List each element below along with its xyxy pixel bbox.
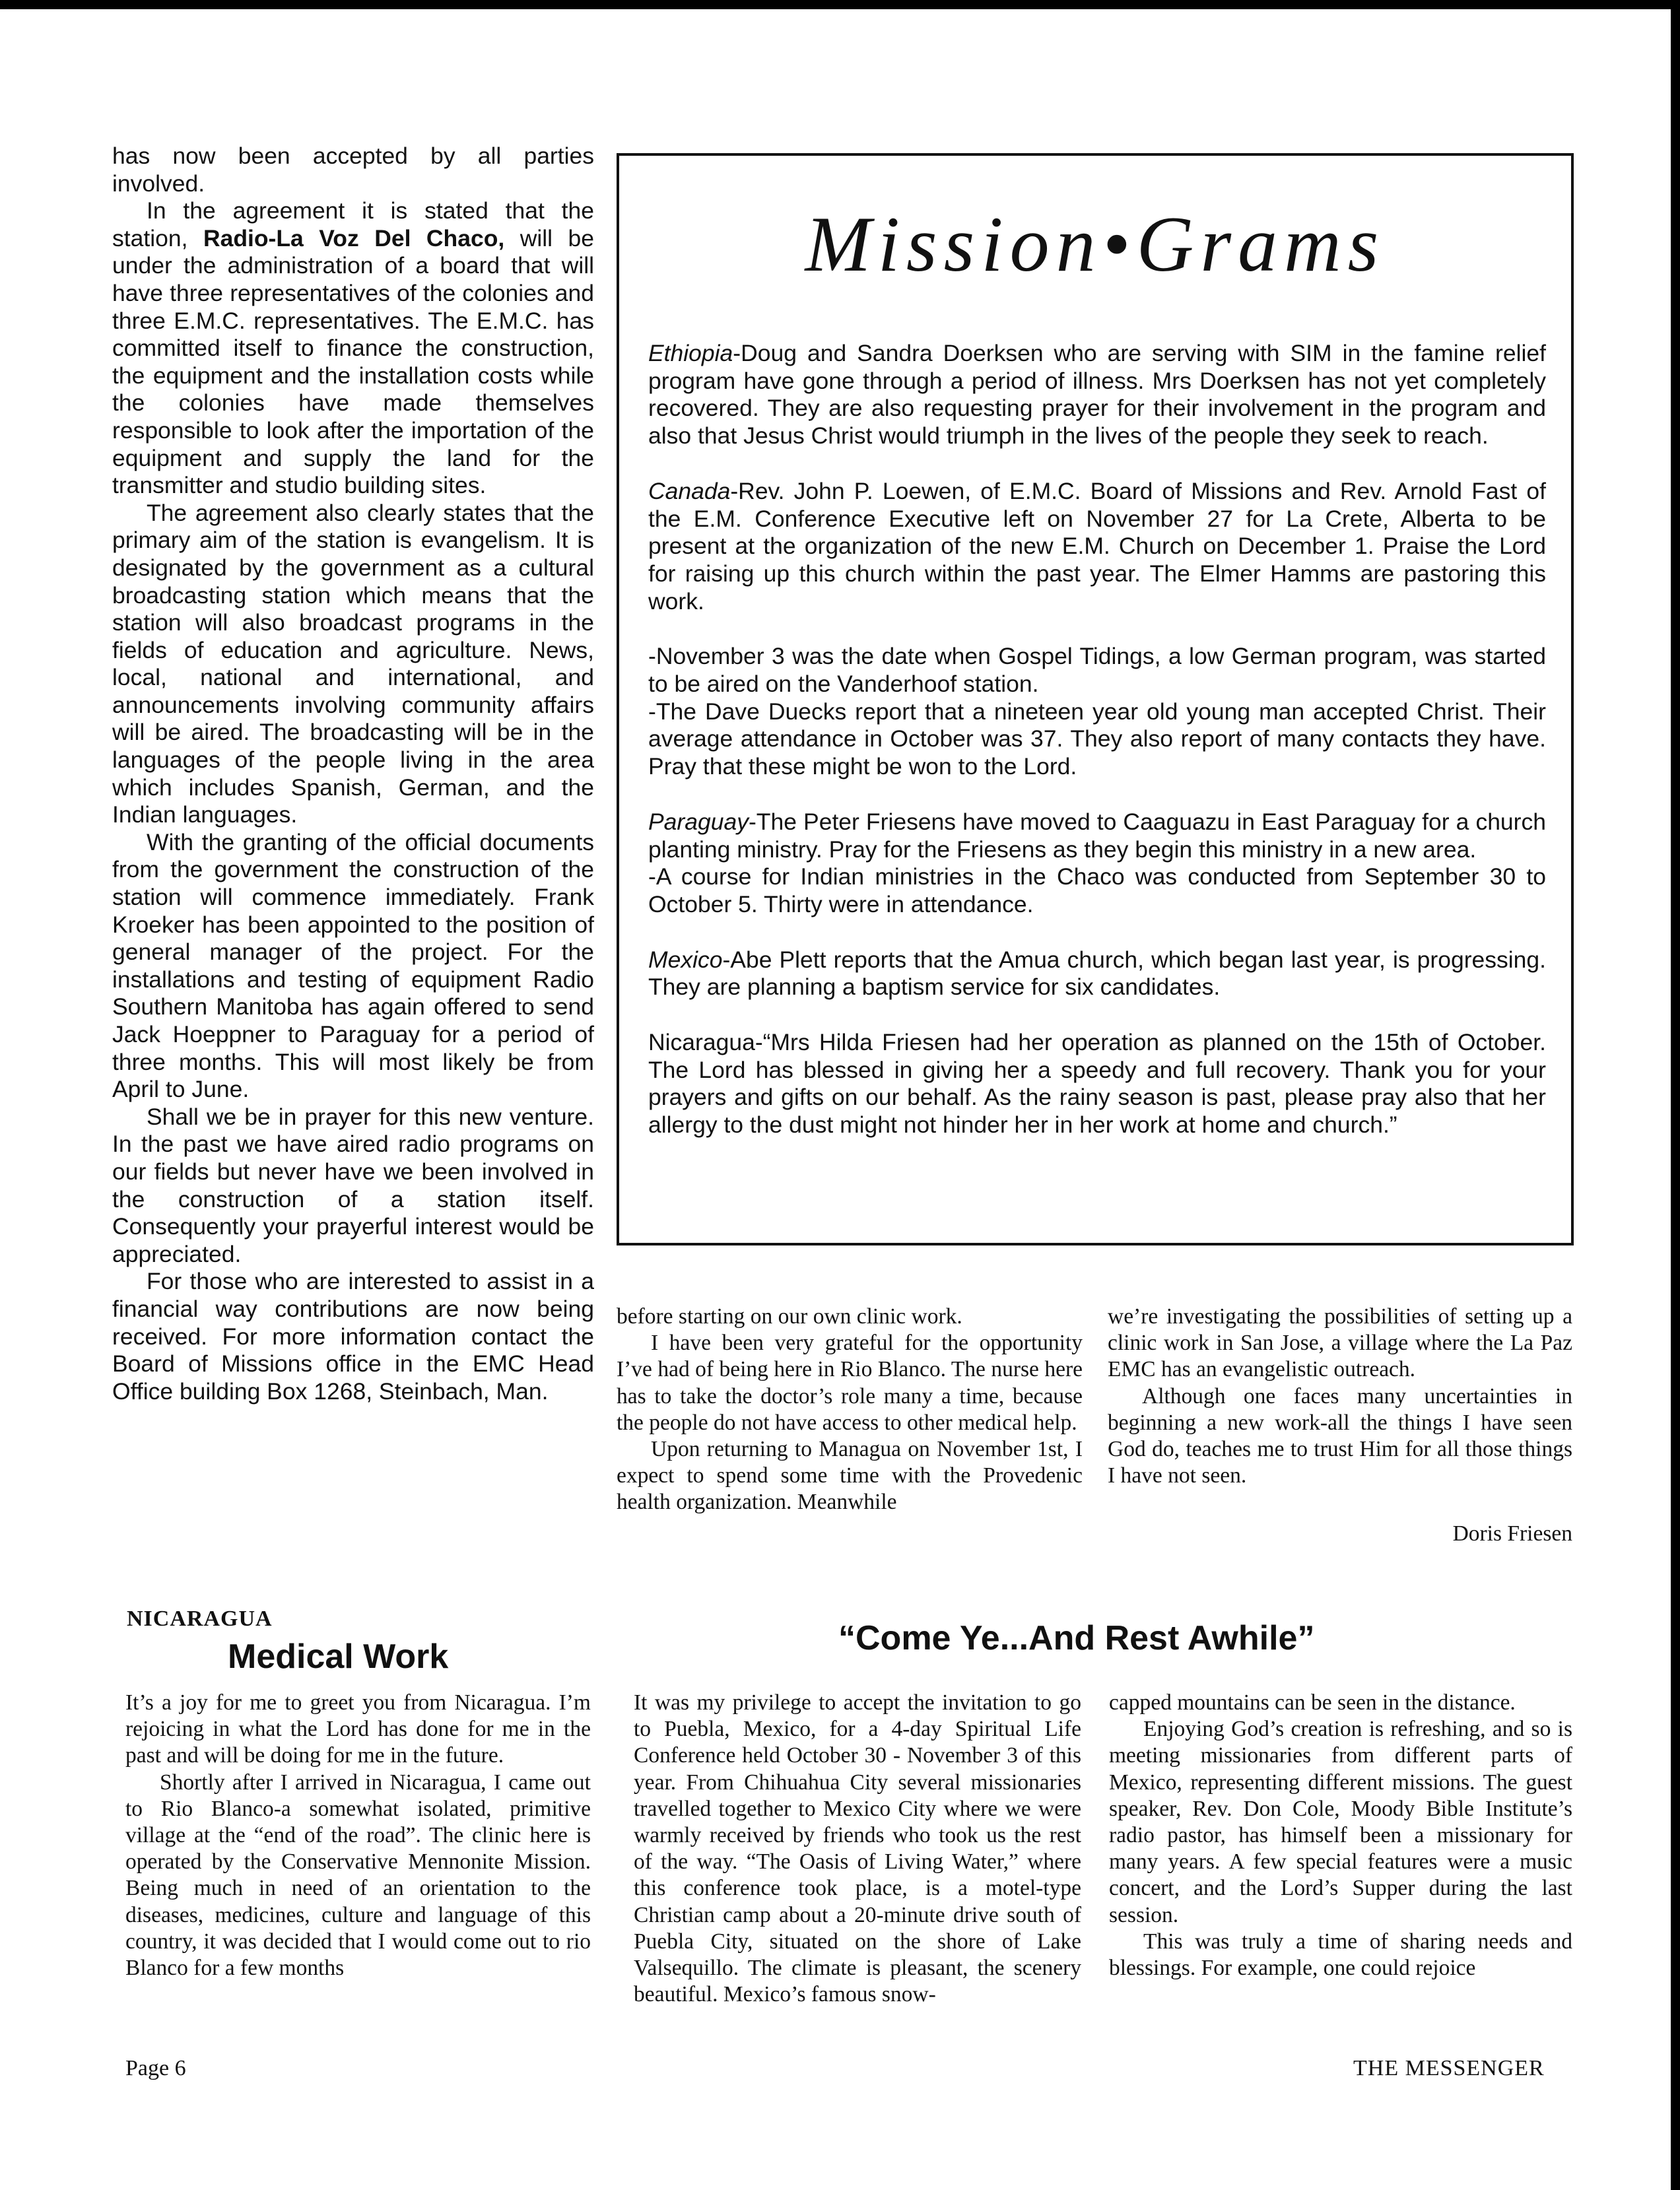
article-paragraph: Enjoying God’s creation is refreshing, and so is meeting missionaries from different parts of Mexico, representing different missions. The guest speaker, Rev. Don Cole, Moody Bible Institute’s radio pastor, has himself been a missionary for many years. A few special features were a music concert, and the Lord’s Supper during the last session. — [1109, 1717, 1572, 1927]
station-name: Radio-La Voz Del Chaco, — [203, 224, 505, 251]
item-text: -Abe Plett reports that the Amua church, which began last year, is progressing. They are planning a baptism service for six candidates. — [648, 946, 1546, 1001]
continued-paragraph: Although one faces many uncertainties in beginning a new work-all the things I have seen God do, teaches me to trust Him for all those things I have not seen. — [1108, 1383, 1572, 1488]
mission-gram-item: -November 3 was the date when Gospel Tidings, a low German program, was started to be aired on the Vanderhoof station. — [648, 643, 1546, 698]
mission-gram-item: Nicaragua-“Mrs Hilda Friesen had her operation as planned on the 15th of October. The Lord has blessed in giving her a speedy and full recovery. Thank you for your prayers and gifts on our behalf. As the rainy season is past, please pray also that her allergy to the dust might not hinder her in her work at home and church.” — [648, 1029, 1546, 1139]
mission-gram-item — [648, 478, 1546, 616]
item-text: -The Peter Friesens have moved to Caaguazu in East Paraguay for a church planting ministry. Pray for the Friesens as they begin this ministry in a new area. — [648, 808, 1546, 863]
left-column — [112, 143, 594, 1405]
mission-grams-body — [648, 340, 1546, 1139]
left-paragraph: Shall we be in prayer for this new venture. In the past we have aired radio programs on our fields but never have we been involved in the construction of a station itself. Consequently your prayerful interest would be appreciated. — [112, 1103, 594, 1267]
country-label: Paraguay — [648, 808, 749, 835]
left-paragraph-rest: will be under the administration of a board that will have three representatives of the colonies and three E.M.C. representatives. The E.M.C. has committed itself to finance the construction, the equipment and the installation costs while the colonies have made themselves responsible to look after the importation of the equipment and supply the land for the transmitter and studio building sites. — [112, 224, 595, 499]
mission-gram-item: -The Dave Duecks report that a nineteen year old young man accepted Christ. Their average attendance in October was 37. They also report of many contacts they have. Pray that these might be won to the Lord. — [648, 698, 1546, 780]
mission-gram-item — [648, 946, 1546, 1001]
author-signature: Doris Friesen — [1452, 1521, 1572, 1546]
left-paragraph-lead: In the agreement it is stated that the station, — [112, 197, 594, 251]
item-text: -Rev. John P. Loewen, of E.M.C. Board of Missions and Rev. Arnold Fast of the E.M. Conference Executive left on November 27 for La Crete, Alberta to be present at the organization of the new E.M. Church on December 1. Praise the Lord for raising up this church within the past year. The Elmer Hamms are pastoring this work. — [648, 477, 1546, 614]
mission-grams-title: Mission•Grams — [805, 200, 1386, 288]
country-label: Ethiopia — [648, 340, 733, 366]
headline-medical-work: Medical Work — [228, 1638, 449, 1676]
nicaragua-column — [125, 1690, 591, 1981]
page-number: Page 6 — [125, 2056, 186, 2080]
continued-paragraph: I have been very grateful for the opportunity I’ve had of being here in Rio Blanco. The nurse here has to take the doctor’s role many a time, because the people do not have access to other medical help. — [617, 1331, 1083, 1435]
rest-column-a — [634, 1690, 1081, 2008]
mission-gram-item: -A course for Indian ministries in the Chaco was conducted from September 30 to October 5. Thirty were in attendance. — [648, 863, 1546, 917]
country-label: Canada — [648, 477, 731, 504]
left-paragraph: For those who are interested to assist in a financial way contributions are now being received. For more information contact the Board of Missions office in the EMC Head Office building Box 1268, Steinbach, Man. — [112, 1268, 594, 1405]
left-paragraph — [112, 197, 594, 500]
section-kicker: NICARAGUA — [127, 1607, 273, 1631]
country-label: Mexico — [648, 946, 723, 973]
article-paragraph: Shortly after I arrived in Nicaragua, I came out to Rio Blanco-a somewhat isolated, primitive village at the “end of the road”. The clinic here is operated by the Conservative Mennonite Mission. Being much in need of an orientation to the diseases, medicines, culture and language of this country, it was decided that I would come out to rio Blanco for a few months — [125, 1770, 591, 1981]
scan-edge-right — [1671, 0, 1680, 2190]
mission-gram-item — [648, 809, 1546, 863]
continued-column-b — [1108, 1304, 1572, 1489]
left-paragraph: With the granting of the official documents from the government the construction of the station will commence immediately. Frank Kroeker has been appointed to the position of general manager of the project. For the installations and testing of equipment Radio Southern Manitoba has again offered to send Jack Hoeppner to Paraguay for a period of three months. This will most likely be from April to June. — [112, 828, 594, 1103]
left-paragraph: has now been accepted by all parties involved. — [112, 143, 594, 197]
continued-paragraph: Upon returning to Managua on November 1st, I expect to spend some time with the Provedenic health organization. Meanwhile — [617, 1437, 1083, 1515]
article-paragraph: It’s a joy for me to greet you from Nicaragua. I’m rejoicing in what the Lord has done for me in the past and will be doing for me in the future. — [125, 1690, 591, 1768]
continued-column-a — [617, 1304, 1083, 1516]
left-paragraph: The agreement also clearly states that the primary aim of the station is evangelism. It is designated by the government as a cultural broadcasting station which means that the station will also broadcast programs in the fields of education and agriculture. News, local, national and international, and announcements involving community affairs will be aired. The broadcasting will be in the languages of the people living in the area which includes Spanish, German, and the Indian languages. — [112, 499, 594, 828]
rest-column-b — [1109, 1690, 1572, 1981]
continued-paragraph: we’re investigating the possibilities of setting up a clinic work in San Jose, a village where the La Paz EMC has an evangelistic outreach. — [1108, 1304, 1572, 1382]
headline-come-ye: “Come Ye...And Rest Awhile” — [838, 1619, 1315, 1657]
publication-name: THE MESSENGER — [1353, 2056, 1545, 2080]
article-paragraph: capped mountains can be seen in the distance. — [1109, 1690, 1516, 1715]
item-text: -Doug and Sandra Doerksen who are serving with SIM in the famine relief program have gone through a period of illness. Mrs Doerksen has not yet completely recovered. They are also requesting prayer for their involvement in the program and also that Jesus Christ would triumph in the lives of the people they seek to reach. — [648, 340, 1546, 449]
mission-gram-item — [648, 340, 1546, 450]
article-paragraph: This was truly a time of sharing needs and blessings. For example, one could rejoice — [1109, 1929, 1572, 1981]
scan-edge-top — [0, 0, 1680, 9]
article-paragraph: It was my privilege to accept the invitation to go to Puebla, Mexico, for a 4-day Spiritual Life Conference held October 30 - November 3 of this year. From Chihuahua City several missionaries travelled together to Mexico City where we were warmly received by friends who took us the rest of the way. “The Oasis of Living Water,” where this conference took place, is a motel-type Christian camp about a 20-minute drive south of Puebla City, situated on the shore of Lake Valsequillo. The climate is pleasant, the scenery beautiful. Mexico’s famous snow- — [634, 1690, 1081, 2007]
continued-paragraph: before starting on our own clinic work. — [617, 1304, 962, 1329]
